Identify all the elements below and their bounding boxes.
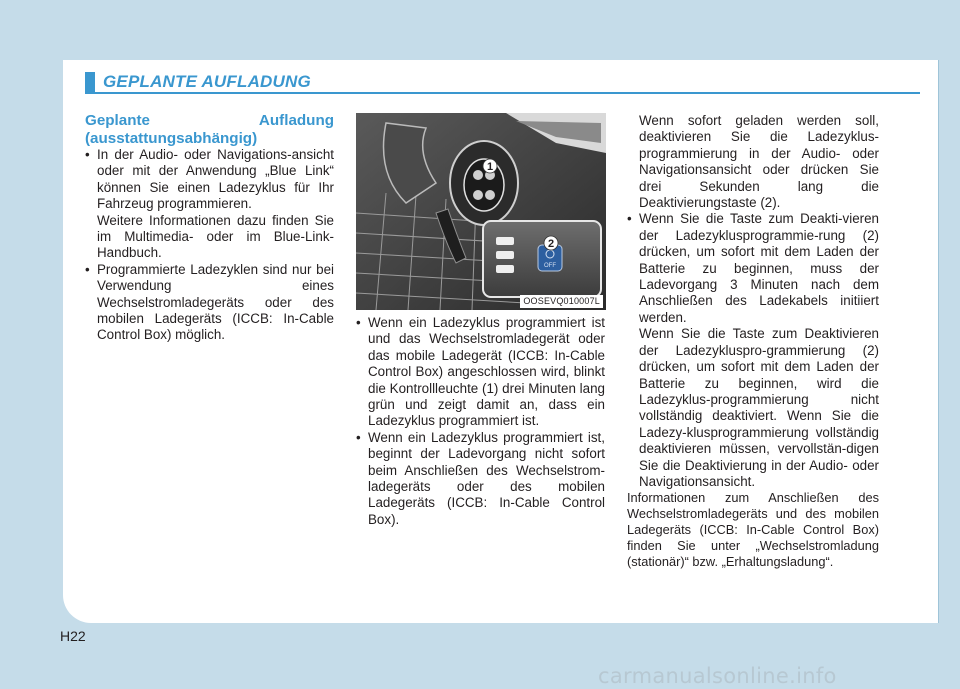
watermark: carmanualsonline.info xyxy=(598,664,837,688)
figure-caption: OOSEVQ010007L xyxy=(520,295,603,308)
column-1 xyxy=(85,112,334,344)
paragraph: Wenn sofort geladen werden soll, deaktivieren Sie die Ladezyklus-programmierung in der Audio- oder Navigationsansicht oder drücken Sie drei Sekunden lang die Deaktivierungstaste (2). xyxy=(639,113,879,211)
charging-port-illustration xyxy=(356,113,606,310)
page-edge-rule xyxy=(938,60,939,623)
subsection-heading: Geplante Aufladung (ausstattungsabhängig) xyxy=(85,112,334,147)
section-title: GEPLANTE AUFLADUNG xyxy=(103,72,311,91)
list-item: • Programmierte Ladezyklen sind nur bei Verwendung eines Wechselstromladegeräts oder des mobilen Ladegeräts (ICCB: In-Cable Control Box) möglich. xyxy=(85,262,334,344)
list-item-note: Weitere Informationen dazu finden Sie im Multimedia- oder im Blue-Link- Handbuch. xyxy=(97,212,334,261)
column-3 xyxy=(627,113,879,570)
list-item: • In der Audio- oder Navigations-ansicht oder mit der Anwendung „Blue Link“ können Sie einen Ladezyklus für Ihr Fahrzeug programmieren. xyxy=(85,147,334,213)
paragraph: Informationen zum Anschließen des Wechselstromladegeräts und des mobilen Ladegeräts (ICCB: In-Cable Control Box) finden Sie unter „Wechselstromladung (stationär)“ bzw. „Erhaltungsladung“. xyxy=(627,490,879,570)
off-button-label: OFF xyxy=(544,263,556,269)
list-item-note: Wenn Sie die Taste zum Deaktivieren der Ladezykluspro-grammierung (2) drücken, um sofort mit dem Laden der Batterie zu beginnen, wird die Ladezyklus-programmierung nicht vollständig deaktiviert. Wenn Sie die Ladezy-klusprogrammierung vollständig deaktivieren müssen, vervollstän-digen Sie die Deaktivierung in der Audio- oder Navigationsansicht. xyxy=(639,326,879,489)
charging-port-drawing xyxy=(356,113,606,310)
page-number: H22 xyxy=(60,628,86,644)
callout-2-label: 2 xyxy=(547,238,555,250)
list-item: • Wenn Sie die Taste zum Deakti-vieren der Ladezyklusprogrammie-rung (2) drücken, um sofort mit dem Laden der Batterie zu beginnen, muss der Ladevorgang 3 Minuten nach dem Anschließen des Ladekabels initiiert werden. xyxy=(627,211,879,326)
section-rule xyxy=(85,92,920,94)
list-item: • Wenn ein Ladezyklus programmiert ist, beginnt der Ladevorgang nicht sofort beim Anschließen des Wechselstrom-ladegeräts oder des mobilen Ladegeräts (ICCB: In-Cable Control Box). xyxy=(356,430,605,528)
callout-1-label: 1 xyxy=(486,161,494,173)
list-item: • Wenn ein Ladezyklus programmiert ist und das Wechselstromladegerät oder das mobile Ladegerät (ICCB: In-Cable Control Box) angeschlossen wird, blinkt die Kontrollleuchte (1) drei Minuten lang grün und zeigt damit an, dass ein Ladezyklus programmiert ist. xyxy=(356,315,605,430)
section-marker xyxy=(85,72,95,94)
column-2 xyxy=(356,315,605,528)
